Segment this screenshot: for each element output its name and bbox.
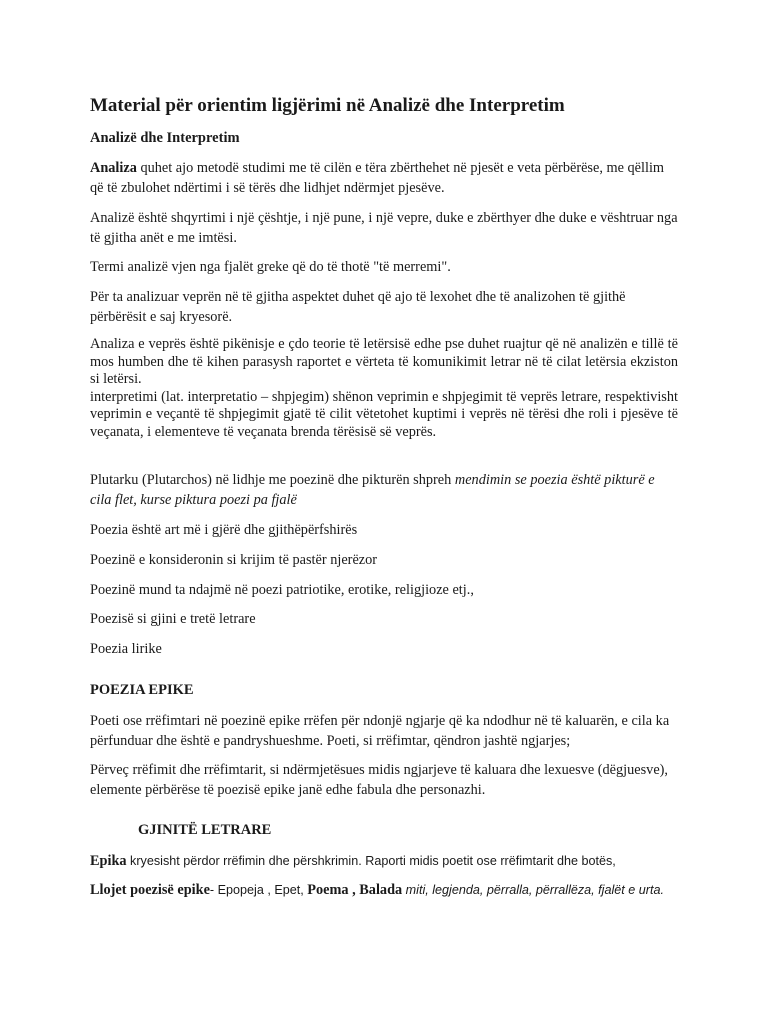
line-poetry-genre: Poezisë si gjini e tretë letrare <box>90 611 256 627</box>
line-poetry-creation: Poezinë e konsideronin si krijim të pastër njerëzor <box>90 552 378 568</box>
term-llojet: Llojet poezisë epike <box>90 882 210 898</box>
paragraph-epic-narrator: Poeti ose rrëfimtari në poezinë epike rrëfen për ndonjë ngjarje që ka ndodhur në të kaluarën, e cila ka përfunduar dhe është e pandryshueshme. Poeti, si rrëfimtar, qëndron jashtë ngjarjes; <box>90 713 670 749</box>
line-lyric-poetry: Poezia lirike <box>90 641 162 657</box>
page-title: Material për orientim ligjërimi në Analizë dhe Interpretim <box>90 95 565 116</box>
heading-epic-poetry: POEZIA EPIKE <box>90 682 194 698</box>
section-subtitle: Analizë dhe Interpretim <box>90 130 240 146</box>
line-poetry-art: Poezia është art më i gjërë dhe gjithëpërfshirës <box>90 522 358 538</box>
term-poema-balada: Poema , Balada <box>307 882 403 898</box>
paragraph-definition: Analizë është shqyrtimi i një çështje, i një pune, i një vepre, duke e zbërthyer dhe duke e vështruar nga të gjitha anët e me imtësi. <box>90 210 678 246</box>
paragraph-analysis-theory-text: Analiza e veprës është pikënisje e çdo teorie të letërsisë edhe pse duhet ruajtur që në analizën e tillë të mos humben dhe të kihen parasysh raportet e vërteta të komunikimit letrar në të cilat letërsia ekziston si letërsi. <box>90 336 678 387</box>
paragraph-analiza <box>90 158 678 198</box>
paragraph-epika <box>90 851 678 871</box>
paragraph-analysis-theory <box>90 336 678 441</box>
paragraph-term-origin: Termi analizë vjen nga fjalët greke që do të thotë "të merremi". <box>90 259 451 275</box>
plutarch-quote: mendimin se poezia është pikturë e cila flet, kurse piktura poezi pa fjalë <box>90 472 655 508</box>
heading-literary-genres: GJINITË LETRARE <box>138 822 272 838</box>
line-poetry-types: Poezinë mund ta ndajmë në poezi patriotike, erotike, religjioze etj., <box>90 582 474 598</box>
paragraph-epika-text: kryesisht përdor rrëfimin dhe përshkrimin. Raporti midis poetit ose rrëfimtarit dhe botës, <box>126 854 616 868</box>
paragraph-interpretation: interpretimi (lat. interpretatio – shpjegim) shënon veprimin e shpjegimit të veprës letrare, respektivisht veprimin e veçantë të shpjegimit gjatë të cilit vëtetohet kuptimi i veprës në tërësi dhe roli i pjesëve të veçanata, i elementeve të veçanata brenda tërësisë së veprës. <box>90 388 678 440</box>
paragraph-epic-elements: Përveç rrëfimit dhe rrëfimtarit, si ndërmjetësues midis ngjarjeve të kaluara dhe lexuesve (dëgjuesve), elemente përbërëse të poezisë epike janë edhe fabula dhe personazhi. <box>90 762 669 798</box>
paragraph-analiza-text: quhet ajo metodë studimi me të cilën e tëra zbërthehet në pjesët e veta përbërëse, me qëllim që të zbulohet ndërtimi i së tërës dhe lidhjet ndërmjet pjesëve. <box>90 160 665 196</box>
term-epika: Epika <box>90 853 127 869</box>
epic-types-list: - Epopeja , Epet, <box>209 883 308 897</box>
paragraph-plutarch <box>90 470 678 510</box>
paragraph-plutarch-text: Plutarku (Plutarchos) në lidhje me poezinë dhe pikturën shpreh <box>90 472 455 488</box>
paragraph-epic-types <box>90 880 678 900</box>
term-analiza: Analiza <box>90 160 137 176</box>
epic-types-italic: miti, legjenda, përralla, përrallëza, fjalët e urta. <box>402 883 664 897</box>
paragraph-analyze-work: Për ta analizuar veprën në të gjitha aspektet duhet që ajo të lexohet dhe të analizohen të gjithë përbërësit e saj kryesorë. <box>90 289 626 325</box>
